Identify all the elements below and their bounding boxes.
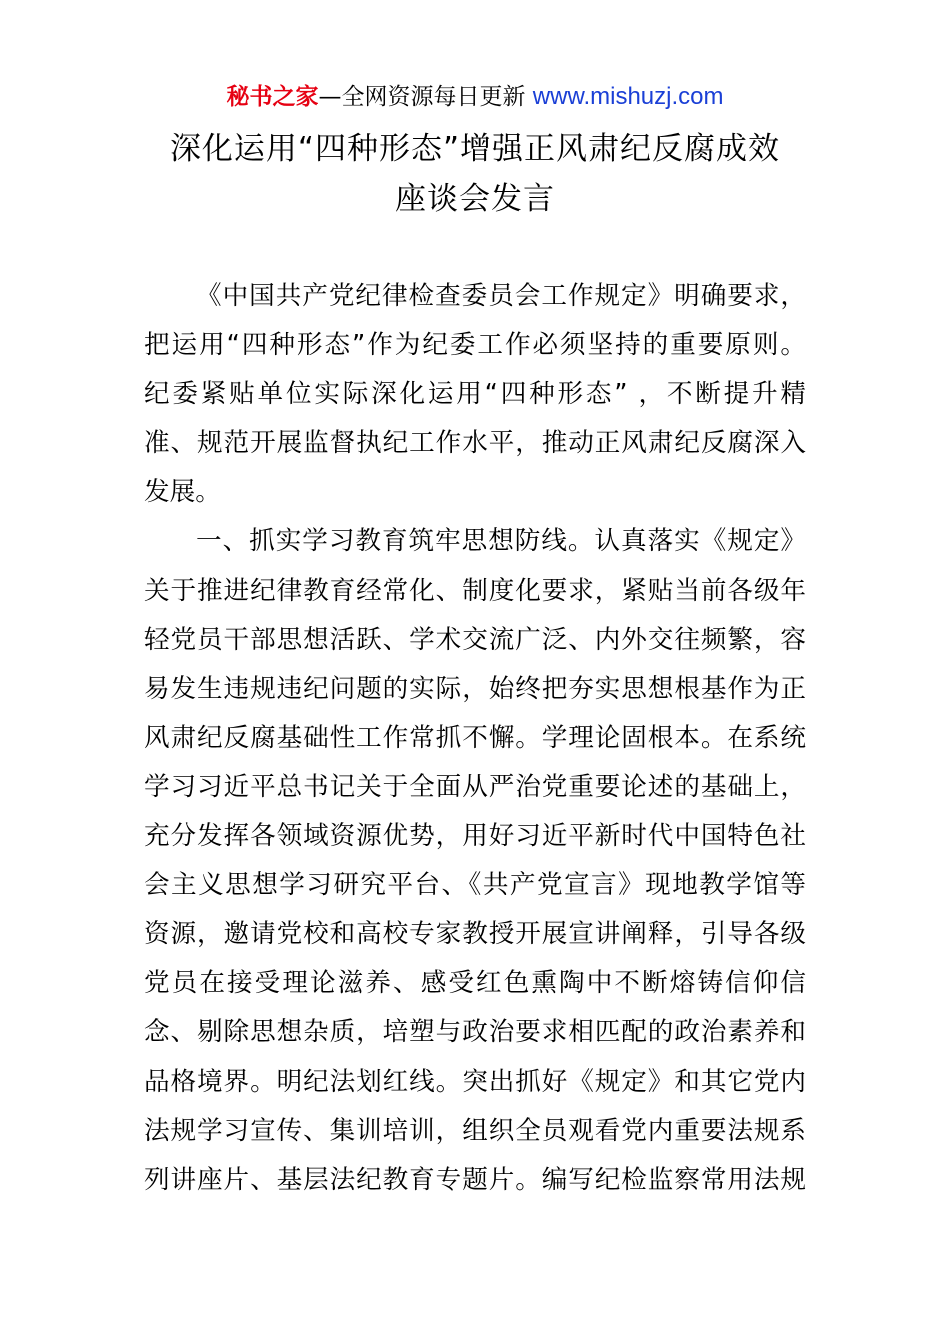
body-line: 资源，邀请党校和高校专家教授开展宣讲阐释，引导各级 xyxy=(144,919,806,950)
body-line: 易发生违规违纪问题的实际，始终把夯实思想根基作为正 xyxy=(144,673,806,704)
body-line: 列讲座片、基层法纪教育专题片。编写纪检监察常用法规 xyxy=(144,1164,806,1195)
site-brand: 秘书之家 xyxy=(226,84,319,110)
body-line: 法规学习宣传、集训培训，组织全员观看党内重要法规系 xyxy=(144,1115,806,1146)
body-line: 把运用“四种形态”作为纪委工作必须坚持的重要原则。 xyxy=(144,330,806,361)
body-line: 会主义思想学习研究平台、《共产党宣言》现地教学馆等 xyxy=(144,870,806,901)
body-line: 充分发挥各领域资源优势，用好习近平新时代中国特色社 xyxy=(144,821,806,852)
body-line: 轻党员干部思想活跃、学术交流广泛、内外交往频繁，容 xyxy=(144,624,806,655)
body-line: 党员在接受理论滋养、感受红色熏陶中不断熔铸信仰信 xyxy=(144,968,806,999)
body-line: 风肃纪反腐基础性工作常抓不懈。学理论固根本。在系统 xyxy=(144,722,806,753)
body-line: 一、抓实学习教育筑牢思想防线。认真落实《规定》 xyxy=(196,526,806,557)
body-line: 念、剔除思想杂质，培塑与政治要求相匹配的政治素养和 xyxy=(144,1017,806,1048)
site-header xyxy=(0,80,950,114)
body-line: 品格境界。明纪法划红线。突出抓好《规定》和其它党内 xyxy=(144,1066,806,1097)
body-line: 《中国共产党纪律检查委员会工作规定》明确要求， xyxy=(196,281,806,311)
document-body xyxy=(144,272,806,1205)
body-line: 发展。 xyxy=(144,477,221,508)
site-tagline: —全网资源每日更新 xyxy=(318,84,533,110)
body-line: 纪委紧贴单位实际深化运用“四种形态” ，不断提升精 xyxy=(144,379,806,410)
site-url-link[interactable]: www.mishuzj.com xyxy=(532,83,724,110)
body-line: 学习习近平总书记关于全面从严治党重要论述的基础上， xyxy=(144,771,806,802)
document-title-line-2: 座谈会发言 xyxy=(395,181,555,217)
document-title-line-1: 深化运用“四种形态”增强正风肃纪反腐成效 xyxy=(169,131,781,167)
body-line: 关于推进纪律教育经常化、制度化要求，紧贴当前各级年 xyxy=(144,575,806,606)
document-title xyxy=(0,124,950,224)
body-line: 准、规范开展监督执纪工作水平，推动正风肃纪反腐深入 xyxy=(144,428,806,459)
